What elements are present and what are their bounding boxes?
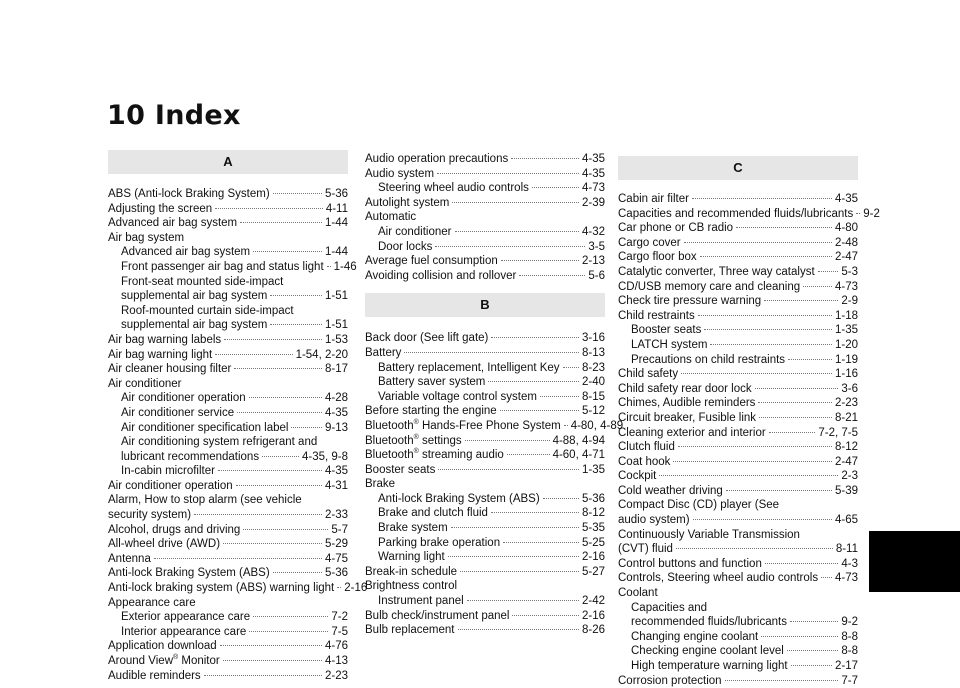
- index-subentry: Exterior appearance care 7-2: [121, 611, 348, 624]
- index-column-1: [108, 150, 368, 683]
- index-entry: Back door (See lift gate) 3-16: [365, 332, 605, 345]
- index-subentry: LATCH system 1-20: [631, 338, 858, 351]
- index-entry: Before starting the engine 5-12: [365, 405, 605, 418]
- index-subentry: supplemental air bag system 1-51: [121, 290, 348, 303]
- index-entry: Cold weather driving 5-39: [618, 484, 858, 497]
- index-entry: Avoiding collision and rollover 5-6: [365, 269, 605, 282]
- index-entry: Audio operation precautions 4-35: [365, 153, 605, 165]
- index-entry: Bluetooth® Hands-Free Phone System 4-80, 4-89: [365, 419, 624, 432]
- index-entry: Chimes, Audible reminders 2-23: [618, 397, 858, 410]
- page-title: 10 Index: [107, 100, 241, 131]
- index-entry: Child restraints 1-18: [618, 309, 858, 322]
- index-subentry: Parking brake operation 5-25: [378, 536, 605, 549]
- index-entry: Compact Disc (CD) player (See: [618, 499, 780, 512]
- index-entry: Air bag warning light 1-54, 2-20: [108, 348, 348, 361]
- index-entry: Audible reminders 2-23: [108, 669, 348, 682]
- index-entry: Booster seats 1-35: [365, 463, 605, 476]
- index-subentry: Warning light 2-16: [378, 551, 605, 564]
- index-entry: Brake: [365, 478, 396, 491]
- index-subentry: recommended fluids/lubricants 9-2: [631, 616, 858, 629]
- index-entry: Application download 4-76: [108, 640, 348, 653]
- letter-heading-a: A: [108, 150, 348, 174]
- index-entry: Appearance care: [108, 596, 196, 609]
- index-entry: Alarm, How to stop alarm (see vehicle: [108, 494, 302, 507]
- index-entry: Car phone or CB radio 4-80: [618, 222, 858, 235]
- index-entry: Controls, Steering wheel audio controls 4-73: [618, 572, 858, 585]
- index-subentry: Air conditioner service 4-35: [121, 406, 348, 419]
- index-entry: All-wheel drive (AWD) 5-29: [108, 538, 348, 551]
- index-column-2: [365, 152, 624, 638]
- index-entry: Coat hook 2-47: [618, 455, 858, 468]
- index-subentry: Instrument panel 2-42: [378, 595, 605, 608]
- index-entry: Autolight system 2-39: [365, 196, 605, 209]
- index-entry: Bluetooth® settings 4-88, 4-94: [365, 433, 605, 447]
- index-entry: Air conditioner: [108, 377, 182, 390]
- letter-heading-c: C: [618, 156, 858, 180]
- index-entry: Air bag warning labels 1-53: [108, 333, 348, 346]
- index-entry: ABS (Anti-lock Braking System) 5-36: [108, 188, 348, 200]
- index-entry: Audio system 4-35: [365, 167, 605, 180]
- index-entry: Average fuel consumption 2-13: [365, 255, 605, 268]
- index-subentry: Front passenger air bag and status light 1-46: [121, 260, 357, 273]
- index-entry: Bulb check/instrument panel 2-16: [365, 609, 605, 622]
- index-entry: Air bag system: [108, 231, 185, 244]
- index-entry: Alcohol, drugs and driving 5-7: [108, 523, 348, 536]
- index-subentry: Air conditioning system refrigerant and: [121, 436, 318, 449]
- index-entry: Coolant: [618, 587, 658, 600]
- index-subentry: Air conditioner operation 4-28: [121, 392, 348, 405]
- index-subentry: Battery replacement, Intelligent Key 8-23: [378, 361, 605, 374]
- index-entry: Air cleaner housing filter 8-17: [108, 363, 348, 376]
- index-entry: Around View® Monitor 4-13: [108, 654, 348, 667]
- index-subentry: Capacities and: [631, 601, 708, 614]
- index-subentry: Advanced air bag system 1-44: [121, 246, 348, 259]
- index-entry: Cabin air filter 4-35: [618, 193, 858, 205]
- index-entry: Bulb replacement 8-26: [365, 624, 605, 637]
- index-entry: Corrosion protection 7-7: [618, 674, 858, 687]
- letter-heading-b: B: [365, 293, 605, 317]
- index-entry: Cargo cover 2-48: [618, 236, 858, 249]
- index-entry: Check tire pressure warning 2-9: [618, 295, 858, 308]
- index-subentry: Changing engine coolant 8-8: [631, 630, 858, 643]
- index-entry: Control buttons and function 4-3: [618, 557, 858, 570]
- index-entry: Battery 8-13: [365, 346, 605, 359]
- index-entry: Air conditioner operation 4-31: [108, 479, 348, 492]
- index-subentry: Checking engine coolant level 8-8: [631, 645, 858, 658]
- index-column-3: [618, 156, 880, 688]
- index-subentry: lubricant recommendations 4-35, 9-8: [121, 450, 348, 463]
- index-entry: Clutch fluid 8-12: [618, 441, 858, 454]
- index-entry: Cleaning exterior and interior 7-2, 7-5: [618, 426, 858, 439]
- index-subentry: Precautions on child restraints 1-19: [631, 353, 858, 366]
- index-subentry: Brake and clutch fluid 8-12: [378, 507, 605, 520]
- index-entry: Capacities and recommended fluids/lubricants 9-2: [618, 207, 880, 220]
- index-entry: CD/USB memory care and cleaning 4-73: [618, 280, 858, 293]
- index-subentry: Interior appearance care 7-5: [121, 625, 348, 638]
- index-entry: Cargo floor box 2-47: [618, 251, 858, 264]
- index-subentry: High temperature warning light 2-17: [631, 660, 858, 672]
- index-subentry: Front-seat mounted side-impact: [121, 275, 284, 288]
- index-subentry: Door locks 3-5: [378, 240, 605, 253]
- index-entry: Advanced air bag system 1-44: [108, 217, 348, 230]
- index-entry: Anti-lock braking system (ABS) warning light 2-16: [108, 582, 368, 595]
- index-subentry: Roof-mounted curtain side-impact: [121, 304, 294, 317]
- index-entry: (CVT) fluid 8-11: [618, 543, 858, 556]
- index-subentry: Variable voltage control system 8-15: [378, 390, 605, 403]
- index-entry: Brightness control: [365, 580, 458, 593]
- index-subentry: supplemental air bag system 1-51: [121, 319, 348, 332]
- index-entry: Circuit breaker, Fusible link 8-21: [618, 411, 858, 424]
- index-subentry: Booster seats 1-35: [631, 324, 858, 337]
- index-entry: Child safety 1-16: [618, 368, 858, 381]
- section-thumb-tab: [869, 531, 960, 592]
- index-subentry: Steering wheel audio controls 4-73: [378, 182, 605, 195]
- index-entry: Adjusting the screen 4-11: [108, 202, 348, 215]
- index-entry: Antenna 4-75: [108, 552, 348, 565]
- index-entry: Automatic: [365, 211, 417, 224]
- index-entry: Bluetooth® streaming audio 4-60, 4-71: [365, 448, 605, 462]
- index-entry: audio system) 4-65: [618, 514, 858, 527]
- index-subentry: In-cabin microfilter 4-35: [121, 465, 348, 478]
- index-entry: Continuously Variable Transmission: [618, 528, 800, 541]
- index-subentry: Air conditioner specification label 9-13: [121, 421, 348, 434]
- index-entry: Anti-lock Braking System (ABS) 5-36: [108, 567, 348, 580]
- index-entry: security system) 2-33: [108, 509, 348, 522]
- index-entry: Break-in schedule 5-27: [365, 565, 605, 578]
- index-entry: Catalytic converter, Three way catalyst 5-3: [618, 265, 858, 278]
- index-subentry: Battery saver system 2-40: [378, 376, 605, 389]
- index-subentry: Brake system 5-35: [378, 522, 605, 535]
- index-subentry: Anti-lock Braking System (ABS) 5-36: [378, 492, 605, 505]
- index-entry: Child safety rear door lock 3-6: [618, 382, 858, 395]
- index-subentry: Air conditioner 4-32: [378, 225, 605, 238]
- index-entry: Cockpit 2-3: [618, 470, 858, 483]
